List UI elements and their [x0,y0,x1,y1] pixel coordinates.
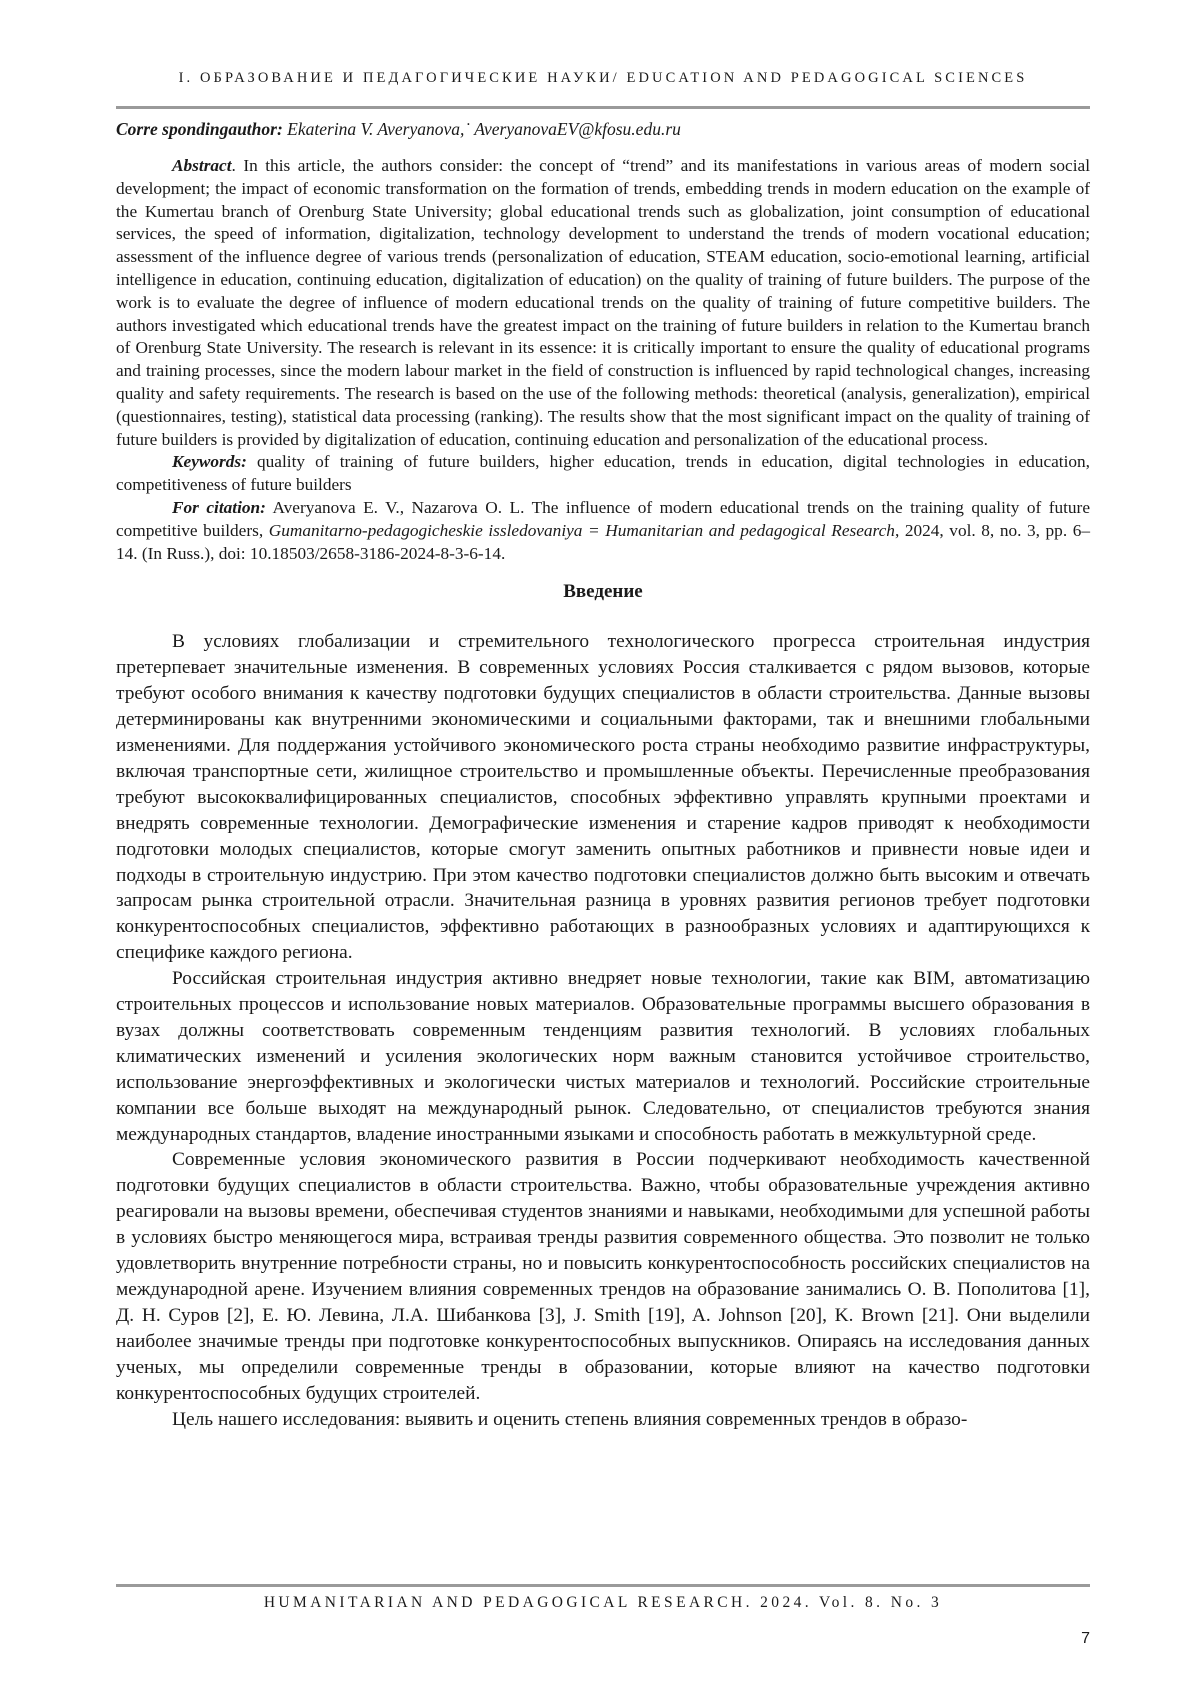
paragraph: В условиях глобализации и стремительного технологического прогресса строительная индустрия претерпевает значительные изменения. В современных условиях Россия сталкивается с рядом вызовов, которые требуют особого внимания к качеству подготовки будущих специалистов в области строительства. Данные вызовы детерминированы как внутренними экономическими и социальными факторами, так и внешними глобальными изменениями. Для поддержания устойчивого экономического роста страны необходимо развитие инфраструктуры, включая транспортные сети, жилищное строительство и промышленные объекты. Перечисленные преобразования требуют высококвалифицированных специалистов, способных эффективно управлять крупными проектами и внедрять современные технологии. Демографические изменения и старение кадров приводят к необходимости подготовки молодых специалистов, которые смогут заменить опытных работников и привнести новые идеи и подходы в строительную индустрию. При этом качество подготовки специалистов должно быть высоким и отвечать запросам рынка строительной отрасли. Значительная разница в уровнях развития регионов требует подготовки конкурентоспособных специалистов, эффективно работающих в разнообразных условиях и адаптирующихся к специфике каждого региона. [116,631,1090,964]
running-head: I. ОБРАЗОВАНИЕ И ПЕДАГОГИЧЕСКИЕ НАУКИ/ EDUCATION AND PEDAGOGICAL SCIENCES [178,70,1028,86]
section-heading: Введение [563,581,643,603]
keywords-text: quality of training of future builders, higher education, trends in education, digital technologies in education, competitiveness of future builders [116,452,1090,495]
paragraph: Российская строительная индустрия активно внедряет новые технологии, такие как BIM, автоматизацию строительных процессов и использование новых материалов. Образовательные программы высшего образования в вузах должны соответствовать современным тенденциям развития технологий. В условиях глобальных климатических изменений и усиления экологических норм важным становится устойчивое строительство, использование энергоэффективных и экологически чистых материалов и технологий. Российские строительные компании все больше выходят на международный рынок. Следовательно, от специалистов требуются знания международных стандартов, владение иностранными языками и способность работать в межкультурной среде. [116,968,1090,1145]
paragraph: Цель нашего исследования: выявить и оценить степень влияния современных трендов в образо- [172,1408,968,1430]
abstract-label: Abstract [172,156,232,175]
citation-label: For citation: [172,497,266,517]
citation-journal: Gumanitarno-pedagogicheskie issledovaniya = Humanitarian and pedagogical Research [268,520,895,540]
paragraph: Современные условия экономического развития в России подчеркивают необходимость качественной подготовки будущих специалистов в области строительства. Важно, чтобы образовательные учреждения активно реагировали на вызовы времени, обеспечивая студентов знаниями и навыками, необходимыми для успешной работы в условиях быстро меняющегося мира, встраивая тренды развития современного общества. Это позволит не только удовлетворить внутренние потребности страны, но и повысить конкурентоспособность российских специалистов на международной арене. Изучением влияния современных трендов на образование занимались О. В. Пополитова [1], Д. Н. Суров [2], Е. Ю. Левина, Л.А. Шибанкова [3], J. Smith [19], A. Johnson [20], K. Brown [21]. Они выделили наиболее значимые тренды при подготовке конкурентоспособных выпускников. Опираясь на исследования данных ученых, мы определили современные тренды в образовании, которые влияют на качество подготовки конкурентоспособных будущих строителей. [116,1149,1090,1404]
corresponding-author-text: Ekaterina V. Averyanova,˙ AveryanovaEV@kfosu.edu.ru [282,119,681,139]
footer-divider [116,1584,1090,1587]
citation-details: , 2024, vol. 8, no. 3, pp. 6–14. (In Russ.), doi: 10.18503/2658-3186-2024-8-3-6-14. [116,520,1091,563]
corresponding-author [116,118,1090,141]
citation-text: Averyanova E. V., Nazarova O. L. The influence of modern educational trends on the training quality of future competitive builders, [116,497,1090,540]
abstract-text: . In this article, the authors consider: the concept of “trend” and its manifestations in various areas of modern social development; the impact of economic transformation on the formation of trends, embedding trends in modern education on the example of the Kumertau branch of Orenburg State University; global educational trends such as globalization, joint consumption of educational services, the speed of information, digitalization, technology development to understand the trends of modern vocational education; assessment of the influence degree of various trends (personalization of education, STEAM education, socio-emotional learning, artificial intelligence in education, continuing education, digitalization of education) on the quality of training of future builders. The purpose of the work is to evaluate the degree of influence of modern educational trends on the quality of training of future competitive builders. The authors investigated which educational trends have the greatest impact on the training of future builders in relation to the Kumertau branch of Orenburg State University. The research is relevant in its essence: it is critically important to ensure the quality of educational programs and training processes, since the modern labour market in the field of construction is influenced by rapid technological changes, increasing quality and safety requirements. The research is based on the use of the following methods: theoretical (analysis, generalization), empirical (questionnaires, testing), statistical data processing (ranking). The results show that the most significant impact on the quality of training of future builders is provided by digitalization of education, continuing education and personalization of the educational process. [116,156,1090,449]
abstract-block [116,155,1090,565]
header-divider [116,106,1090,109]
running-foot: HUMANITARIAN AND PEDAGOGICAL RESEARCH. 2024. Vol. 8. No. 3 [263,1594,943,1611]
corresponding-author-label: Corre spondingauthor: [116,119,283,139]
citation [116,497,1090,565]
body-text [116,629,1090,1432]
keywords [116,451,1090,497]
keywords-label: Keywords: [172,452,247,472]
page-number: 7 [1081,1630,1090,1647]
abstract [116,155,1090,451]
article-content [116,118,1090,1432]
